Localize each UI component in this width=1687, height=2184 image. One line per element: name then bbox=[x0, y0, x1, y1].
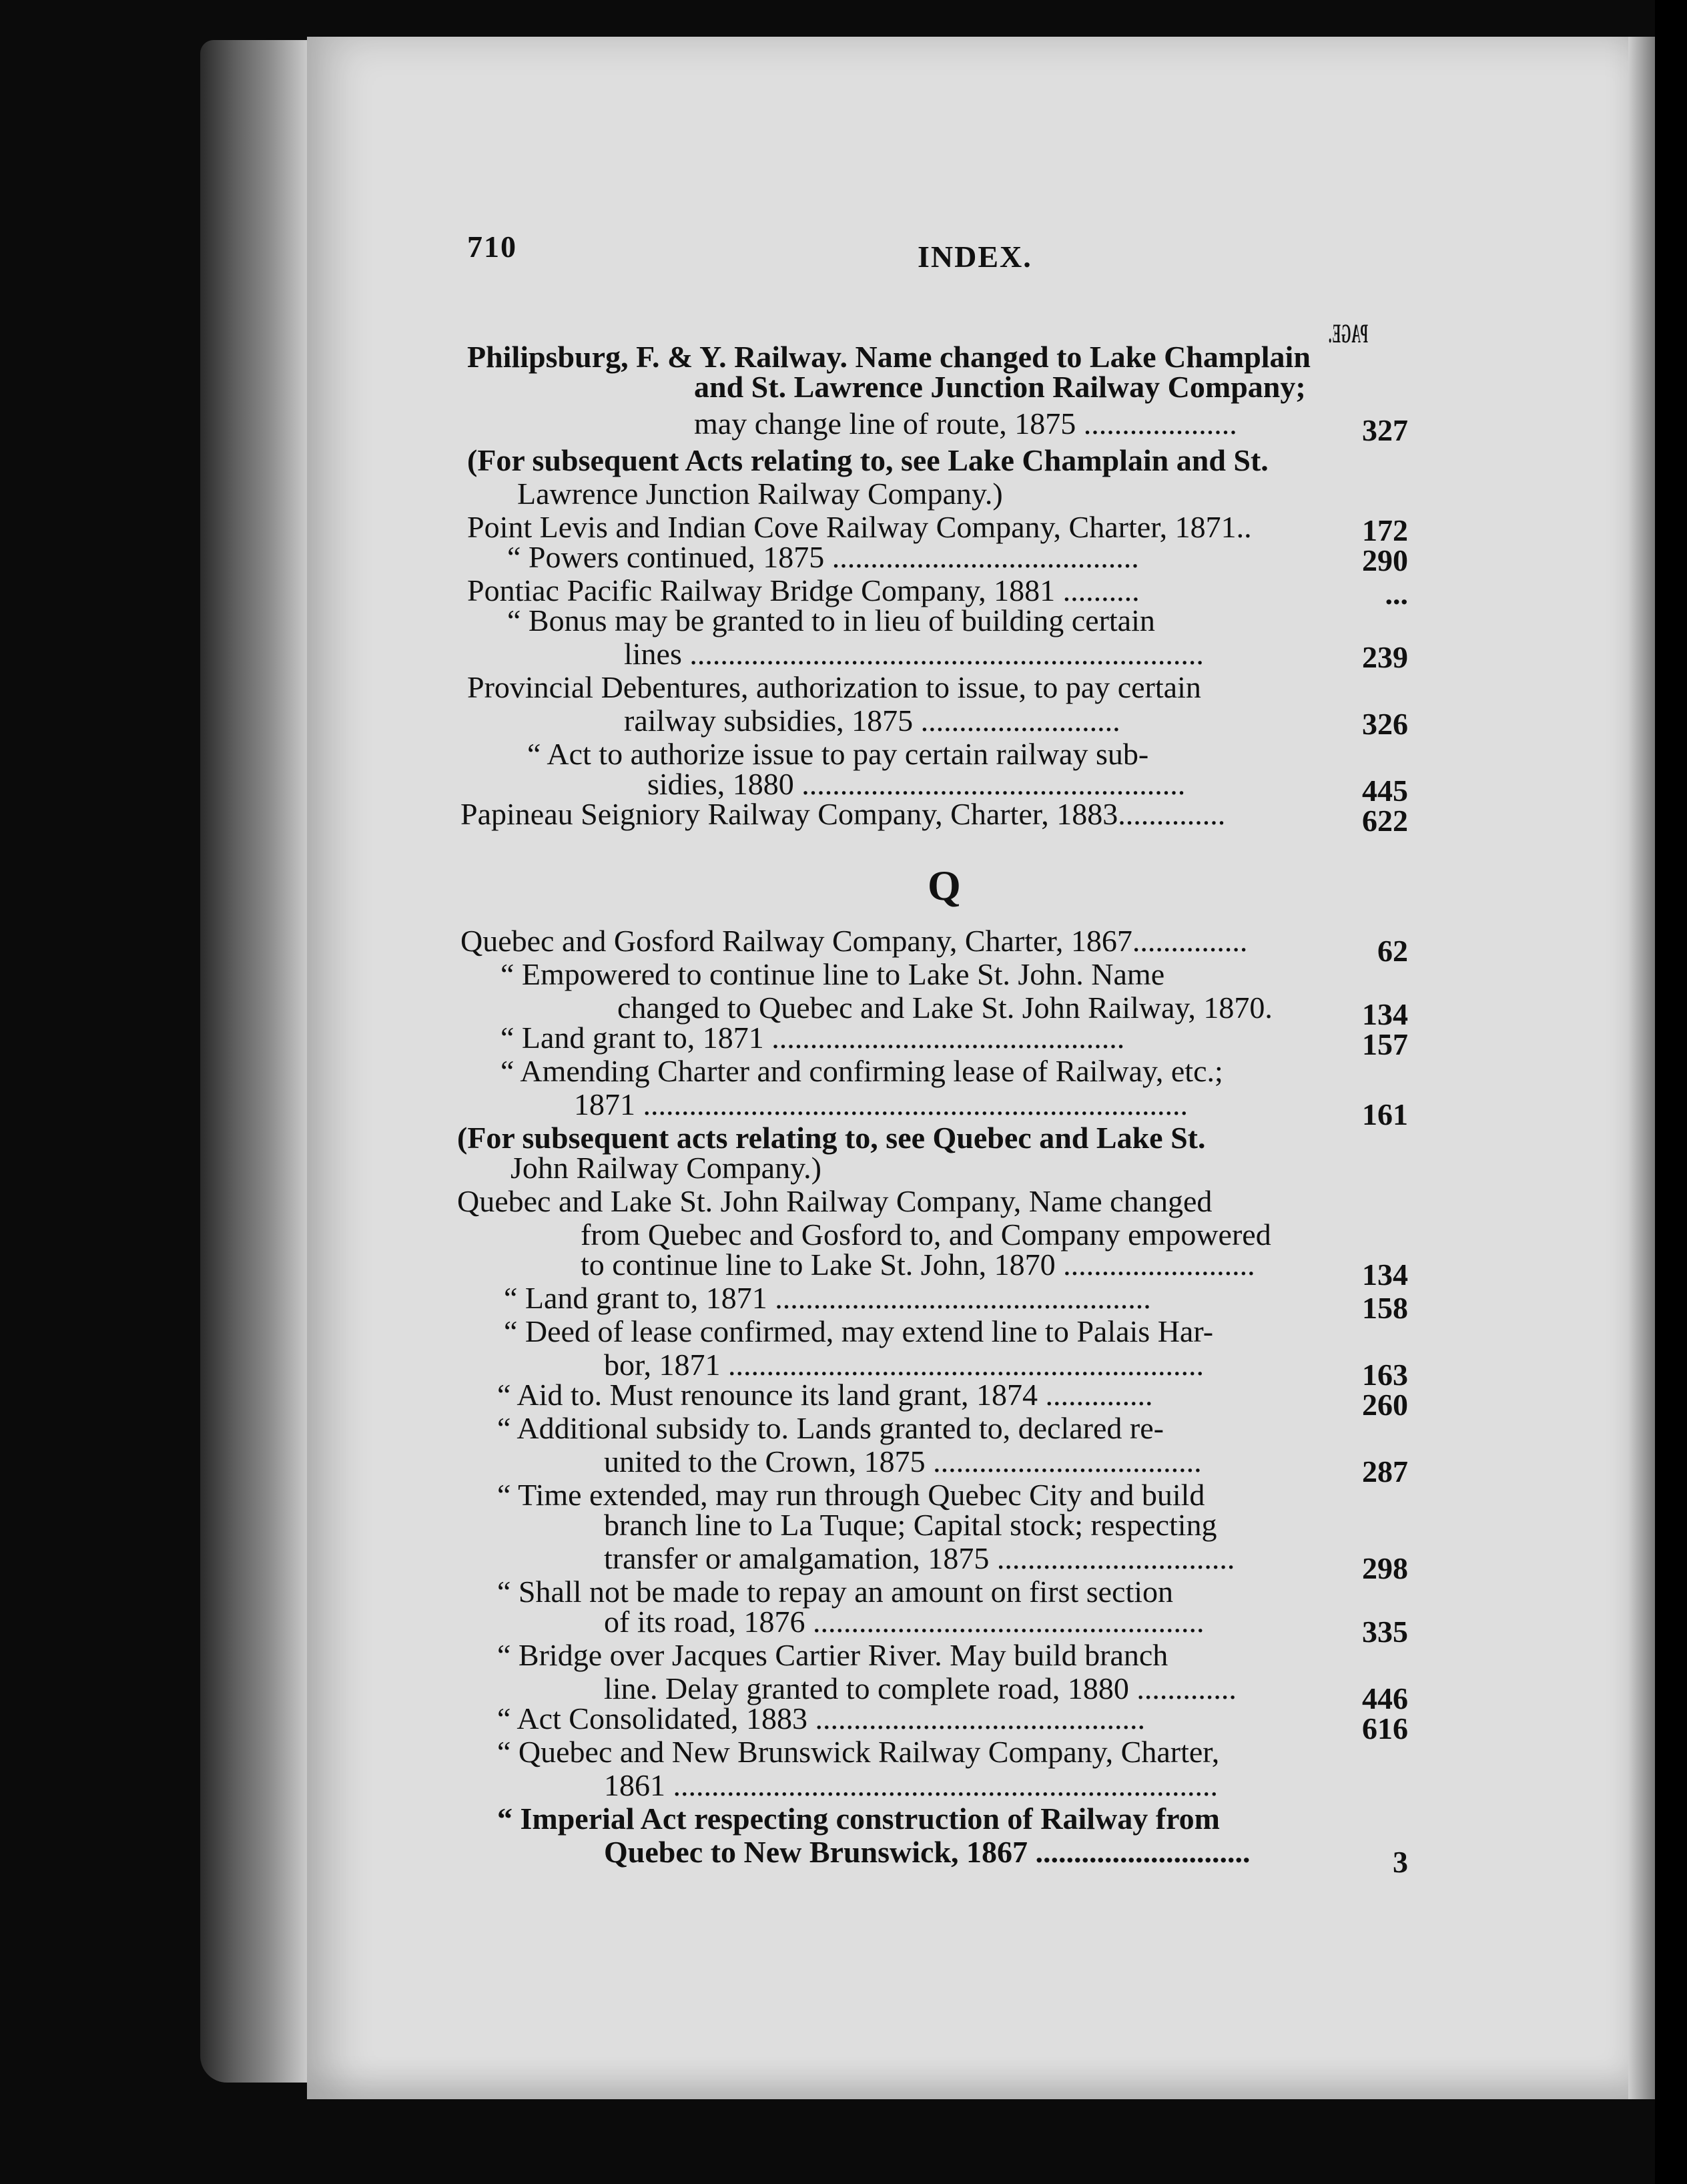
index-entry: “ Shall not be made to repay an amount on first section bbox=[497, 1575, 1174, 1609]
index-entry: (For subsequent acts relating to, see Quebec and Lake St. bbox=[457, 1121, 1206, 1155]
index-entry: sidies, 1880 .................................................. bbox=[647, 767, 1186, 801]
index-entry: Lawrence Junction Railway Company.) bbox=[517, 477, 1003, 511]
index-page-ref: 134 bbox=[1362, 1258, 1408, 1292]
index-entry: 1861 ....................................................................... bbox=[604, 1768, 1218, 1802]
index-page-ref: 172 bbox=[1362, 513, 1408, 547]
section-letter-q: Q bbox=[928, 862, 961, 909]
index-entry: from Quebec and Gosford to, and Company empowered bbox=[581, 1217, 1271, 1252]
page-gutter bbox=[1628, 37, 1655, 2099]
index-entry: Philipsburg, F. & Y. Railway. Name changed to Lake Champlain bbox=[467, 340, 1311, 374]
index-entry: (For subsequent Acts relating to, see Lake Champlain and St. bbox=[467, 443, 1269, 477]
index-page-ref: 327 bbox=[1362, 413, 1408, 447]
index-entry: united to the Crown, 1875 ................................... bbox=[604, 1444, 1202, 1478]
index-entry: and St. Lawrence Junction Railway Company; bbox=[694, 370, 1306, 404]
index-page-ref: 298 bbox=[1362, 1551, 1408, 1585]
index-entry: “ Deed of lease confirmed, may extend line to Palais Har- bbox=[504, 1314, 1214, 1348]
index-entry: line. Delay granted to complete road, 1880 ............. bbox=[604, 1671, 1237, 1705]
index-entry: “ Powers continued, 1875 ........................................ bbox=[507, 540, 1139, 574]
index-entry: “ Act to authorize issue to pay certain railway sub- bbox=[527, 737, 1149, 771]
index-page-ref: 158 bbox=[1362, 1291, 1408, 1325]
index-entry: Quebec and Gosford Railway Company, Charter, 1867............... bbox=[460, 924, 1248, 958]
index-page-ref: 239 bbox=[1362, 640, 1408, 674]
index-page-ref: ... bbox=[1385, 577, 1408, 611]
background-edge bbox=[1655, 0, 1687, 2184]
index-entry: “ Quebec and New Brunswick Railway Company, Charter, bbox=[497, 1735, 1220, 1769]
index-page-ref: 446 bbox=[1362, 1681, 1408, 1715]
index-page-ref: 163 bbox=[1362, 1358, 1408, 1392]
page-number: 710 bbox=[467, 230, 517, 264]
index-page-ref: 290 bbox=[1362, 543, 1408, 577]
index-page-ref: 62 bbox=[1377, 934, 1408, 968]
index-entry: Pontiac Pacific Railway Bridge Company, 1881 .......... bbox=[467, 573, 1140, 607]
index-entry: Quebec to New Brunswick, 1867 ............................ bbox=[604, 1835, 1251, 1869]
index-page-ref: 161 bbox=[1362, 1097, 1408, 1131]
index-entry: Quebec and Lake St. John Railway Company, Name changed bbox=[457, 1184, 1213, 1218]
page-title: INDEX. bbox=[918, 240, 1032, 274]
index-page-ref: 622 bbox=[1362, 804, 1408, 838]
index-page-ref: 445 bbox=[1362, 774, 1408, 808]
index-entry: “ Imperial Act respecting construction of Railway from bbox=[497, 1802, 1220, 1836]
index-entry: John Railway Company.) bbox=[511, 1151, 821, 1185]
index-entry: “ Time extended, may run through Quebec City and build bbox=[497, 1478, 1205, 1512]
index-entry: 1871 ....................................................................... bbox=[574, 1087, 1188, 1121]
index-entry: Papineau Seigniory Railway Company, Charter, 1883.............. bbox=[460, 797, 1226, 831]
index-page-ref: 134 bbox=[1362, 997, 1408, 1031]
index-entry: “ Bonus may be granted to in lieu of building certain bbox=[507, 603, 1155, 637]
index-page-ref: 3 bbox=[1393, 1845, 1408, 1879]
index-page-ref: 326 bbox=[1362, 707, 1408, 741]
index-page-ref: 157 bbox=[1362, 1027, 1408, 1061]
index-entry: may change line of route, 1875 .................... bbox=[694, 406, 1237, 441]
index-entry: Provincial Debentures, authorization to issue, to pay certain bbox=[467, 670, 1201, 704]
index-entry: “ Empowered to continue line to Lake St. John. Name bbox=[500, 957, 1165, 991]
index-entry: “ Land grant to, 1871 .............................................. bbox=[500, 1021, 1125, 1055]
index-entry: Point Levis and Indian Cove Railway Company, Charter, 1871.. bbox=[467, 510, 1252, 544]
index-entry: transfer or amalgamation, 1875 ............................... bbox=[604, 1541, 1235, 1575]
index-entry: “ Amending Charter and confirming lease of Railway, etc.; bbox=[500, 1054, 1223, 1088]
index-page-ref: 335 bbox=[1362, 1615, 1408, 1649]
book-page-edges bbox=[200, 40, 314, 2083]
index-entry: to continue line to Lake St. John, 1870 ......................... bbox=[581, 1248, 1255, 1282]
index-entry: railway subsidies, 1875 .......................... bbox=[624, 704, 1120, 738]
index-entry: “ Act Consolidated, 1883 ........................................... bbox=[497, 1701, 1146, 1735]
index-entry: “ Aid to. Must renounce its land grant, 1874 .............. bbox=[497, 1378, 1153, 1412]
index-page-ref: 260 bbox=[1362, 1388, 1408, 1422]
index-entry: “ Bridge over Jacques Cartier River. May build branch bbox=[497, 1638, 1168, 1672]
index-entry: “ Land grant to, 1871 ................................................. bbox=[504, 1281, 1151, 1315]
page-column-label: PAGE. bbox=[1327, 318, 1368, 348]
index-page-ref: 287 bbox=[1362, 1454, 1408, 1488]
index-page-ref: 616 bbox=[1362, 1711, 1408, 1745]
index-entry: branch line to La Tuque; Capital stock; respecting bbox=[604, 1508, 1217, 1542]
index-entry: “ Additional subsidy to. Lands granted to, declared re- bbox=[497, 1411, 1164, 1445]
index-entry: lines ................................................................... bbox=[624, 637, 1204, 671]
index-entry: of its road, 1876 ................................................... bbox=[604, 1605, 1205, 1639]
index-entry: bor, 1871 .............................................................. bbox=[604, 1348, 1204, 1382]
index-entry: changed to Quebec and Lake St. John Railway, 1870. bbox=[617, 991, 1273, 1025]
